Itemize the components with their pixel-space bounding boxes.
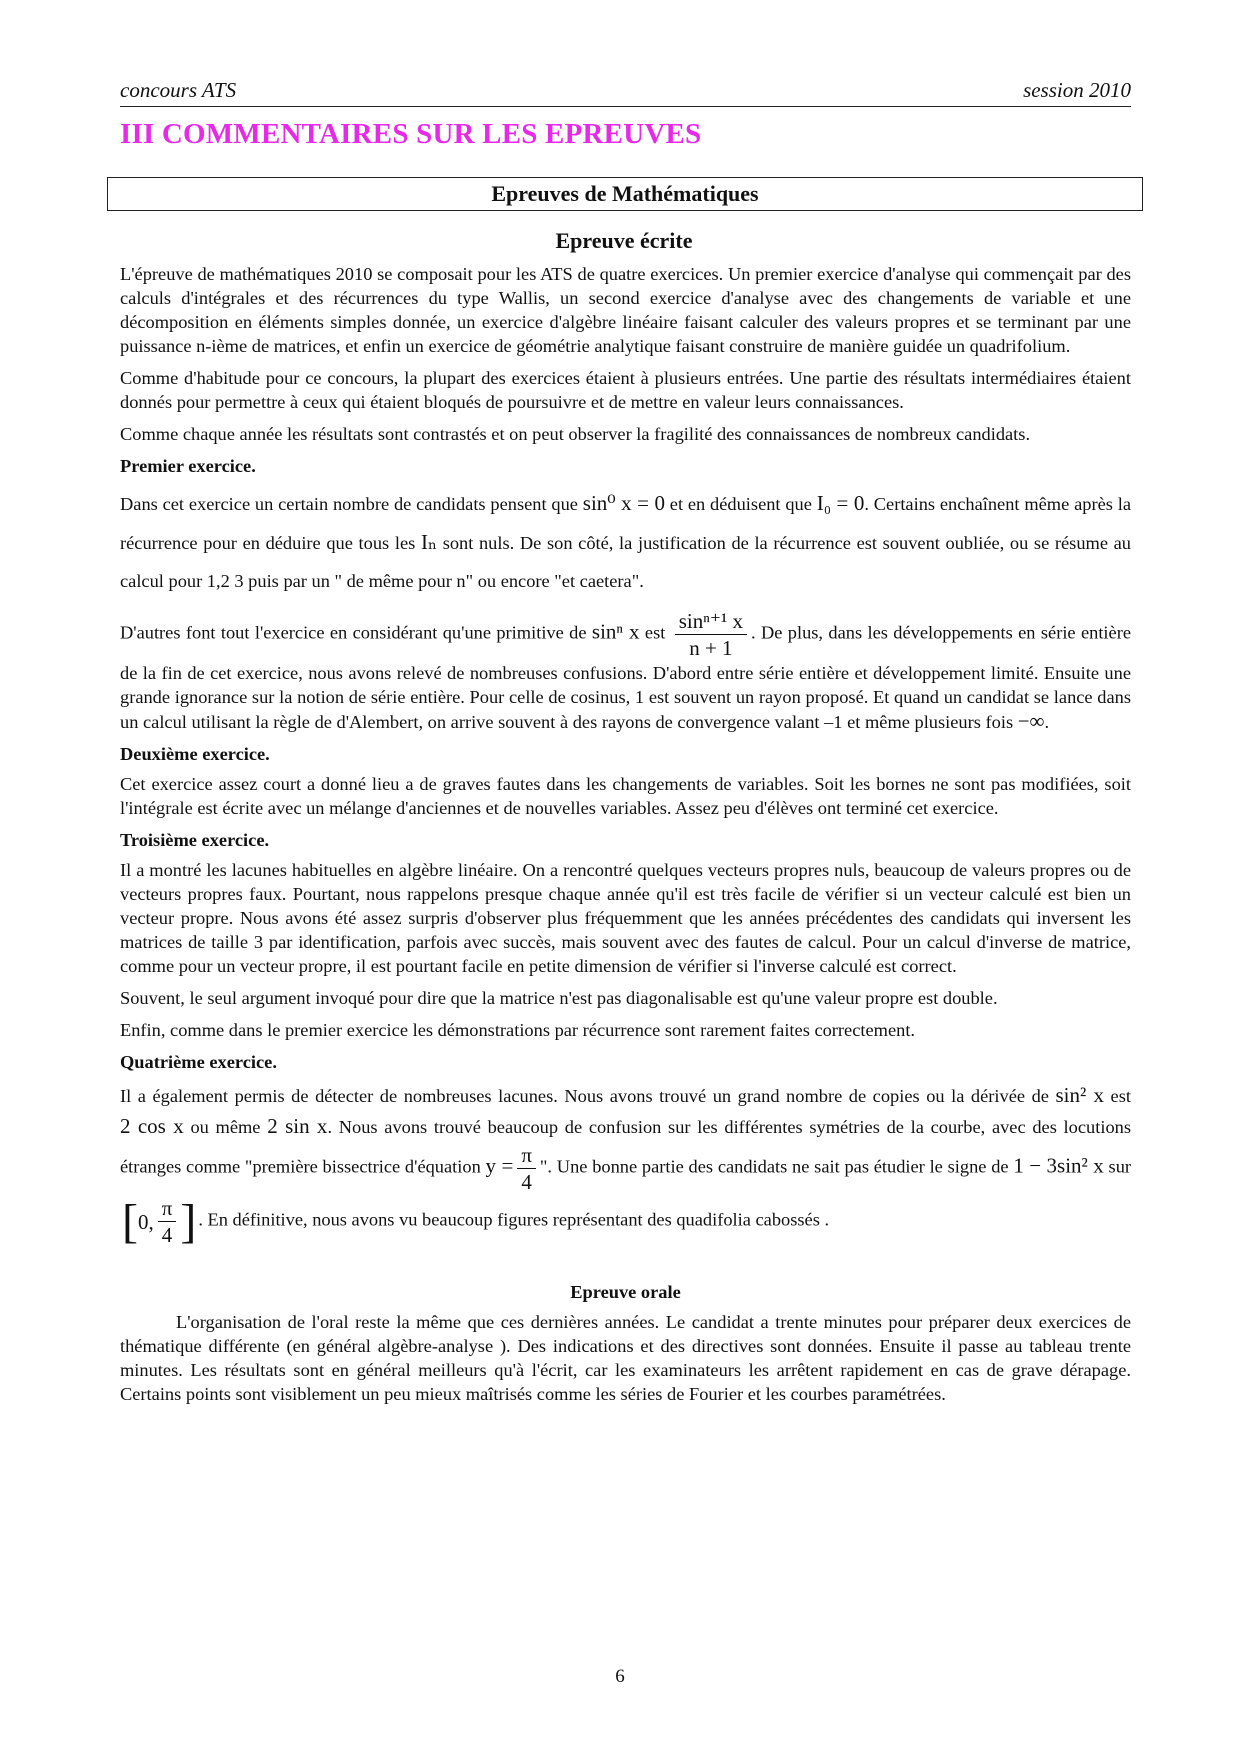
written-exam-title: Epreuve écrite: [555, 228, 693, 253]
math-sin-squared: sin² x: [1055, 1083, 1104, 1107]
header-right: session 2010: [1023, 78, 1131, 102]
header-left: concours ATS: [120, 78, 237, 102]
math-2sin: 2 sin x: [267, 1114, 328, 1138]
section-title: III COMMENTAIRES SUR LES EPREUVES: [120, 118, 702, 150]
math-interval: [ 0, $\frac{\pi}{4}$ ]: [122, 1194, 197, 1248]
math-sin0: sin⁰ x = 0: [582, 491, 665, 515]
exercise-1-paragraph-1: Dans cet exercice un certain nombre de candidats pensent que sin⁰ x = 0 et en déduisent que I₀ = 0. Certains enchaînent même après la récurrence pour en déduire que tous les Iₙ sont nuls. De son côté, la justification de la récurrence est souvent oubliée, ou se résume au calcul pour 1,2 3 puis par un " de même pour n" ou encore "et caetera".: [120, 491, 1131, 591]
math-2cos: 2 cos x: [120, 1114, 184, 1138]
exercise-3-paragraph-2: Souvent, le seul argument invoqué pour dire que la matrice n'est pas diagonalisable est qu'une valeur propre est double.: [120, 988, 998, 1008]
exercise-3-paragraph-3: Enfin, comme dans le premier exercice les démonstrations par récurrence sont rarement faites correctement.: [120, 1020, 916, 1040]
page-number: 6: [615, 1666, 625, 1687]
intro-paragraph-1: L'épreuve de mathématiques 2010 se composait pour les ATS de quatre exercices. Un premier exercice d'analyse qui commençait par des calculs d'intégrales et des récurrences du type Wallis, un second exercice d'analyse avec des changements de variable et une décomposition en éléments simples donnée, un exercice d'algèbre linéaire faisant calculer des valeurs propres et se terminant par une puissance n-ième de matrices, et enfin un exercice de géométrie analytique faisant construire de manière guidée un quadrifolium.: [120, 264, 1131, 356]
exercise-1-title: Premier exercice.: [120, 456, 256, 476]
intro-paragraph-2: Comme d'habitude pour ce concours, la plupart des exercices étaient à plusieurs entrées. Une partie des résultats intermédiaires étaient donnés pour permettre à ceux qui étaient bloqués de poursuivre et de mettre en valeur leurs connaissances.: [120, 368, 1131, 412]
math-minus-infinity: −∞: [1017, 709, 1045, 733]
running-header: [120, 72, 1131, 107]
exercise-3-title: Troisième exercice.: [120, 830, 270, 850]
exercise-2-title: Deuxième exercice.: [120, 744, 270, 764]
math-pi-over-4: $\frac{\pi}{4}$: [517, 1142, 536, 1195]
intro-paragraph-3: Comme chaque année les résultats sont contrastés et on peut observer la fragilité des connaissances de nombreux candidats.: [120, 424, 1031, 444]
math-sin-n: sinⁿ x: [591, 619, 640, 644]
math-one-minus-3sin2: 1 − 3sin² x: [1013, 1153, 1104, 1178]
exercise-2-paragraph: Cet exercice assez court a donné lieu a de graves fautes dans les changements de variables. Soit les bornes ne sont pas modifiées, soit l'intégrale est écrite avec un mélange d'anciennes et de nouvelles variables. Assez peu d'élèves ont terminé cet exercice.: [120, 774, 1131, 818]
main-content: [120, 262, 1131, 1414]
oral-exam-title: Epreuve orale: [570, 1282, 681, 1302]
exercise-1-paragraph-2: D'autres font tout l'exercice en considérant qu'une primitive de sinⁿ x est $\frac{\text{sinⁿ⁺¹ x}}{n + 1}$ . De plus, dans les développements en série entière de la fin de cet exercice, nous avons relevé de nombreuses confusions. D'abord entre série entière et développement limité. Ensuite une grande ignorance sur la notion de série entière. Pour celle de cosinus, 1 est souvent un rayon proposé. Et quand un candidat se lance dans un calcul utilisant la règle de d'Alembert, on arrive souvent à des rayons de convergence valant –1 et même plusieurs fois −∞.: [120, 609, 1131, 733]
boxed-title: Epreuves de Mathématiques: [107, 177, 1143, 211]
math-y-equals: y =: [485, 1153, 514, 1178]
exercise-4-title: Quatrième exercice.: [120, 1052, 277, 1072]
math-fraction-primitive: $\frac{\text{sinⁿ⁺¹ x}}{n + 1}$: [675, 608, 747, 661]
exercise-4-paragraph: Il a également permis de détecter de nombreuses lacunes. Nous avons trouvé un grand nombre de copies ou la dérivée de sin² x est 2 cos x ou même 2 sin x. Nous avons trouvé beaucoup de confusion sur les différentes symétries de la courbe, avec des locutions étranges comme "première bissectrice d'équation y = $\frac{\pi}{4}$ ". Une bonne partie des candidats ne sait pas étudier le signe de 1 − 3sin² x sur [ 0, $\frac{\pi}{4}$ ] . En définitive, nous avons vu beaucoup figures représentant des quadifolia cabossés .: [120, 1083, 1132, 1248]
oral-paragraph: L'organisation de l'oral reste la même que ces dernières années. Le candidat a trente minutes pour préparer deux exercices de thématique différente (en général algèbre-analyse ). Des indications et des directives sont données. Ensuite il passe au tableau trente minutes. Les résultats sont en général meilleurs qu'à l'écrit, car les examinateurs les arrêtent rapidement en cas de grave dérapage. Certains points sont visiblement un peu mieux maîtrisés comme les séries de Fourier et les courbes paramétrées.: [120, 1312, 1131, 1404]
math-I0: I₀ = 0: [816, 491, 865, 515]
exercise-3-paragraph-1: Il a montré les lacunes habituelles en algèbre linéaire. On a rencontré quelques vecteurs propres nuls, beaucoup de valeurs propres ou de vecteurs propres faux. Pourtant, nous rappelons presque chaque année qu'il est très facile de vérifier si un vecteur calculé est bien un vecteur propre. Nous avons été assez surpris d'observer plus fréquemment que les années précédentes des candidats qui inversent les matrices de taille 3 par identification, parfois avec succès, mais souvent avec des fautes de calcul. Pour un calcul d'inverse de matrice, comme pour un vecteur propre, il est pourtant facile en petite dimension de vérifier si l'inverse calculé est correct.: [120, 860, 1131, 976]
math-In: Iₙ: [420, 530, 438, 554]
